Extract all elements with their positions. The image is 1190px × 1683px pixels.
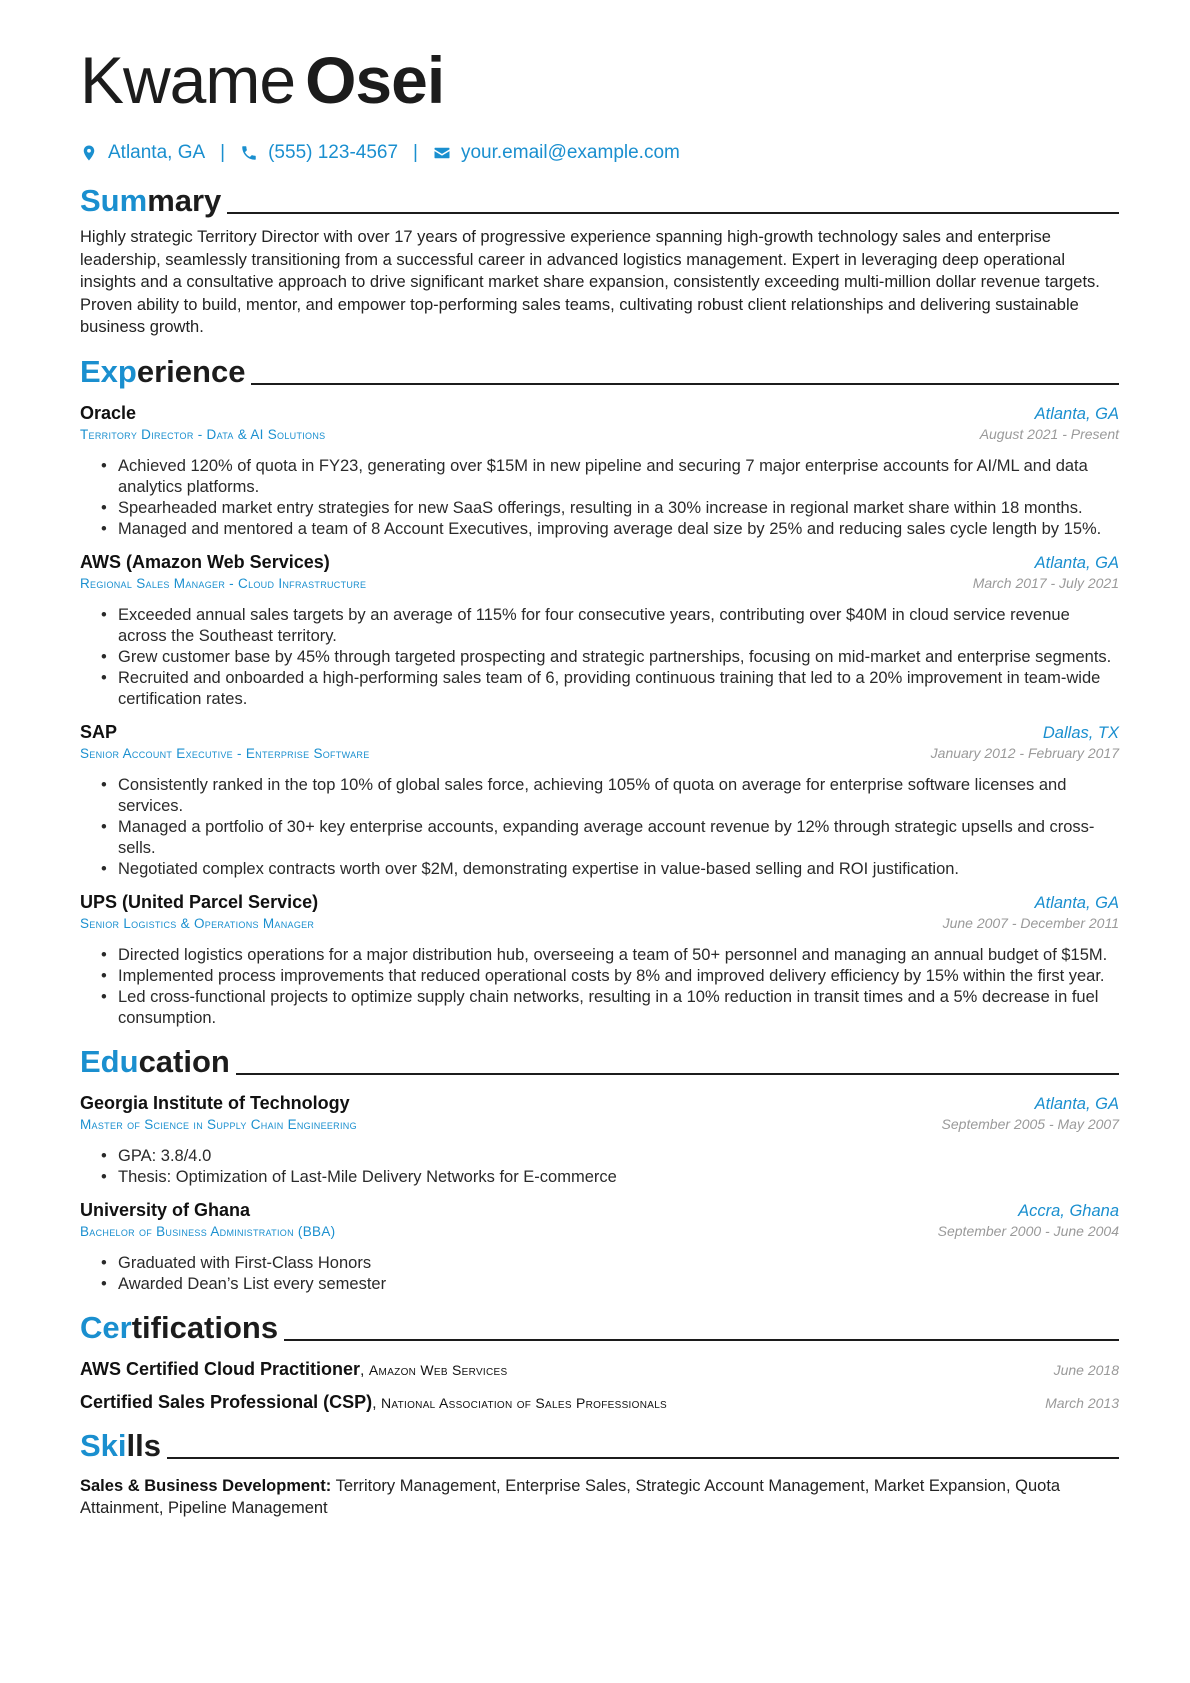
entry-location: Atlanta, GA bbox=[1034, 404, 1119, 423]
summary-text: Highly strategic Territory Director with over 17 years of progressive experience spanning high-growth technology sales and enterprise leadership, seamlessly transitioning from a successful career in advanced logistics management. Expert in leveraging deep operational insights and a consultative approach to drive significant market share expansion, consistently exceeding multi-million dollar revenue targets. Proven ability to build, mentor, and empower top-performing sales teams, cultivating robust client relationships and delivering sustainable business growth. bbox=[80, 228, 1100, 336]
certification-entry: Certified Sales Professional (CSP), National Association of Sales Professionals March 2013 bbox=[80, 1391, 1119, 1412]
section-skills-heading bbox=[80, 1425, 1119, 1465]
school-name: Georgia Institute of Technology bbox=[80, 1092, 350, 1113]
certification-entry: AWS Certified Cloud Practitioner, Amazon Web Services June 2018 bbox=[80, 1358, 1119, 1379]
experience-entry bbox=[80, 552, 1119, 710]
list-item: • GPA: 3.8/4.0 bbox=[118, 1146, 1119, 1167]
section-title-rest: mary bbox=[147, 183, 222, 218]
experience-entry bbox=[80, 403, 1119, 540]
phone-icon bbox=[240, 144, 258, 162]
certification-name: Certified Sales Professional (CSP) bbox=[80, 1391, 373, 1412]
section-title-highlight: Cer bbox=[80, 1309, 132, 1345]
list-item: • Negotiated complex contracts worth over $2M, demonstrating expertise in value-based selling and ROI justification. bbox=[118, 859, 1119, 880]
list-item: • Directed logistics operations for a major distribution hub, overseeing a team of 50+ personnel and managing an annual budget of $15M. bbox=[118, 945, 1119, 966]
section-rule bbox=[167, 1457, 1119, 1459]
list-item: • Graduated with First-Class Honors bbox=[118, 1253, 1119, 1274]
degree-title: Bachelor of Business Administration (BBA) bbox=[80, 1223, 336, 1239]
contact-line bbox=[80, 138, 1119, 168]
section-title bbox=[80, 1427, 161, 1465]
entry-location: Atlanta, GA bbox=[1034, 553, 1119, 572]
contact-email[interactable] bbox=[433, 142, 680, 164]
company-name: Oracle bbox=[80, 402, 137, 423]
list-item: • Implemented process improvements that reduced operational costs by 8% and improved delivery efficiency by 15% within the first year. bbox=[118, 966, 1119, 987]
job-title: Territory Director - Data & AI Solutions bbox=[80, 426, 326, 442]
envelope-icon bbox=[433, 144, 451, 162]
section-rule bbox=[251, 383, 1119, 385]
map-pin-icon bbox=[80, 144, 98, 162]
entry-location: Atlanta, GA bbox=[1034, 1094, 1119, 1113]
list-item: • Recruited and onboarded a high-performing sales team of 6, providing continuous training that led to a 20% improvement in team-wide certification rates. bbox=[118, 668, 1119, 710]
entry-dates: June 2007 - December 2011 bbox=[942, 914, 1119, 931]
first-name: Kwame bbox=[80, 43, 296, 117]
certification-date: June 2018 bbox=[1053, 1361, 1119, 1378]
company-name: UPS (United Parcel Service) bbox=[80, 891, 319, 912]
education-entry bbox=[80, 1093, 1119, 1188]
education-entry bbox=[80, 1200, 1119, 1295]
bullet-list bbox=[80, 456, 1119, 540]
section-rule bbox=[284, 1339, 1119, 1341]
list-item: • Spearheaded market entry strategies for new SaaS offerings, resulting in a 30% increase in regional market share within 18 months. bbox=[118, 498, 1119, 519]
phone-text: (555) 123-4567 bbox=[268, 142, 399, 163]
contact-phone[interactable] bbox=[240, 142, 398, 164]
section-education-heading bbox=[80, 1041, 1119, 1081]
skill-items: Territory Management, Enterprise Sales, Strategic Account Management, Market Expansion, Quota Attainment, Pipeline Management bbox=[80, 1476, 1061, 1517]
experience-entry bbox=[80, 722, 1119, 880]
experience-entry bbox=[80, 892, 1119, 1029]
bullet-list bbox=[80, 1253, 1119, 1295]
bullet-list bbox=[80, 1146, 1119, 1188]
section-experience-heading bbox=[80, 351, 1119, 391]
section-title-highlight: Edu bbox=[80, 1043, 139, 1079]
contact-separator: | bbox=[413, 142, 418, 163]
entry-location: Dallas, TX bbox=[1042, 723, 1119, 742]
section-title bbox=[80, 1309, 278, 1347]
contact-separator: | bbox=[220, 142, 226, 163]
email-link[interactable]: your.email@example.com bbox=[460, 142, 680, 163]
section-title-highlight: Ski bbox=[80, 1427, 127, 1463]
list-item: • Exceeded annual sales targets by an average of 115% for four consecutive years, contributing over $40M in cloud service revenue across the Southeast territory. bbox=[118, 605, 1119, 647]
section-title-rest: erience bbox=[136, 353, 246, 389]
section-title-rest: tifications bbox=[131, 1309, 279, 1345]
section-title-rest: cation bbox=[138, 1043, 230, 1079]
list-item: • Awarded Dean’s List every semester bbox=[118, 1274, 1119, 1295]
certification-issuer: National Association of Sales Professionals bbox=[380, 1394, 668, 1411]
location-text: Atlanta, GA bbox=[108, 142, 206, 163]
contact-location bbox=[80, 142, 205, 164]
section-title-highlight: Exp bbox=[80, 353, 137, 389]
job-title: Senior Account Executive - Enterprise Software bbox=[80, 745, 370, 761]
section-summary-heading bbox=[80, 180, 1119, 220]
section-title bbox=[80, 1043, 230, 1081]
entry-dates: August 2021 - Present bbox=[979, 425, 1119, 442]
list-item: • Managed a portfolio of 30+ key enterprise accounts, expanding average account revenue by 12% through strategic upsells and cross-sells. bbox=[118, 817, 1119, 859]
list-item: • Led cross-functional projects to optimize supply chain networks, resulting in a 10% reduction in transit times and a 5% decrease in fuel consumption. bbox=[118, 987, 1119, 1029]
entry-dates: March 2017 - July 2021 bbox=[972, 574, 1119, 591]
degree-title: Master of Science in Supply Chain Engineering bbox=[80, 1116, 357, 1132]
section-title-highlight: Sum bbox=[80, 183, 148, 218]
company-name: SAP bbox=[80, 721, 118, 742]
list-item: • Consistently ranked in the top 10% of global sales force, achieving 105% of quota on average for enterprise software licenses and services. bbox=[118, 775, 1119, 817]
bullet-list bbox=[80, 945, 1119, 1029]
certification-date: March 2013 bbox=[1045, 1394, 1119, 1411]
section-certifications-heading bbox=[80, 1307, 1119, 1347]
bullet-list bbox=[80, 775, 1119, 880]
job-title: Regional Sales Manager - Cloud Infrastructure bbox=[80, 575, 367, 591]
entry-location: Accra, Ghana bbox=[1018, 1201, 1119, 1220]
entry-dates: September 2005 - May 2007 bbox=[941, 1115, 1119, 1132]
job-title: Senior Logistics & Operations Manager bbox=[80, 915, 315, 931]
resume-page bbox=[80, 40, 1119, 1520]
bullet-list bbox=[80, 605, 1119, 710]
last-name: Osei bbox=[305, 43, 445, 117]
entry-location: Atlanta, GA bbox=[1034, 893, 1119, 912]
section-title bbox=[80, 353, 245, 391]
list-item: • Grew customer base by 45% through targeted prospecting and strategic partnerships, focusing on mid-market and enterprise segments. bbox=[118, 647, 1119, 668]
section-title-rest: lls bbox=[126, 1427, 161, 1463]
school-name: University of Ghana bbox=[80, 1199, 251, 1220]
section-title bbox=[80, 182, 221, 220]
company-name: AWS (Amazon Web Services) bbox=[80, 551, 330, 572]
certification-name: AWS Certified Cloud Practitioner bbox=[80, 1358, 361, 1379]
section-rule bbox=[236, 1073, 1119, 1075]
entry-dates: January 2012 - February 2017 bbox=[930, 744, 1119, 761]
skills-line bbox=[80, 1475, 1119, 1520]
list-item: • Managed and mentored a team of 8 Account Executives, improving average deal size by 25% and reducing sales cycle length by 15%. bbox=[118, 519, 1119, 540]
list-item: • Achieved 120% of quota in FY23, generating over $15M in new pipeline and securing 7 major enterprise accounts for AI/ML and data analytics platforms. bbox=[118, 456, 1119, 498]
list-item: • Thesis: Optimization of Last-Mile Delivery Networks for E-commerce bbox=[118, 1167, 1119, 1188]
section-rule bbox=[227, 212, 1119, 214]
candidate-name bbox=[80, 40, 1119, 120]
entry-dates: September 2000 - June 2004 bbox=[937, 1222, 1119, 1239]
skill-category: Sales & Business Development: bbox=[80, 1476, 332, 1495]
certification-issuer: Amazon Web Services bbox=[368, 1361, 508, 1378]
